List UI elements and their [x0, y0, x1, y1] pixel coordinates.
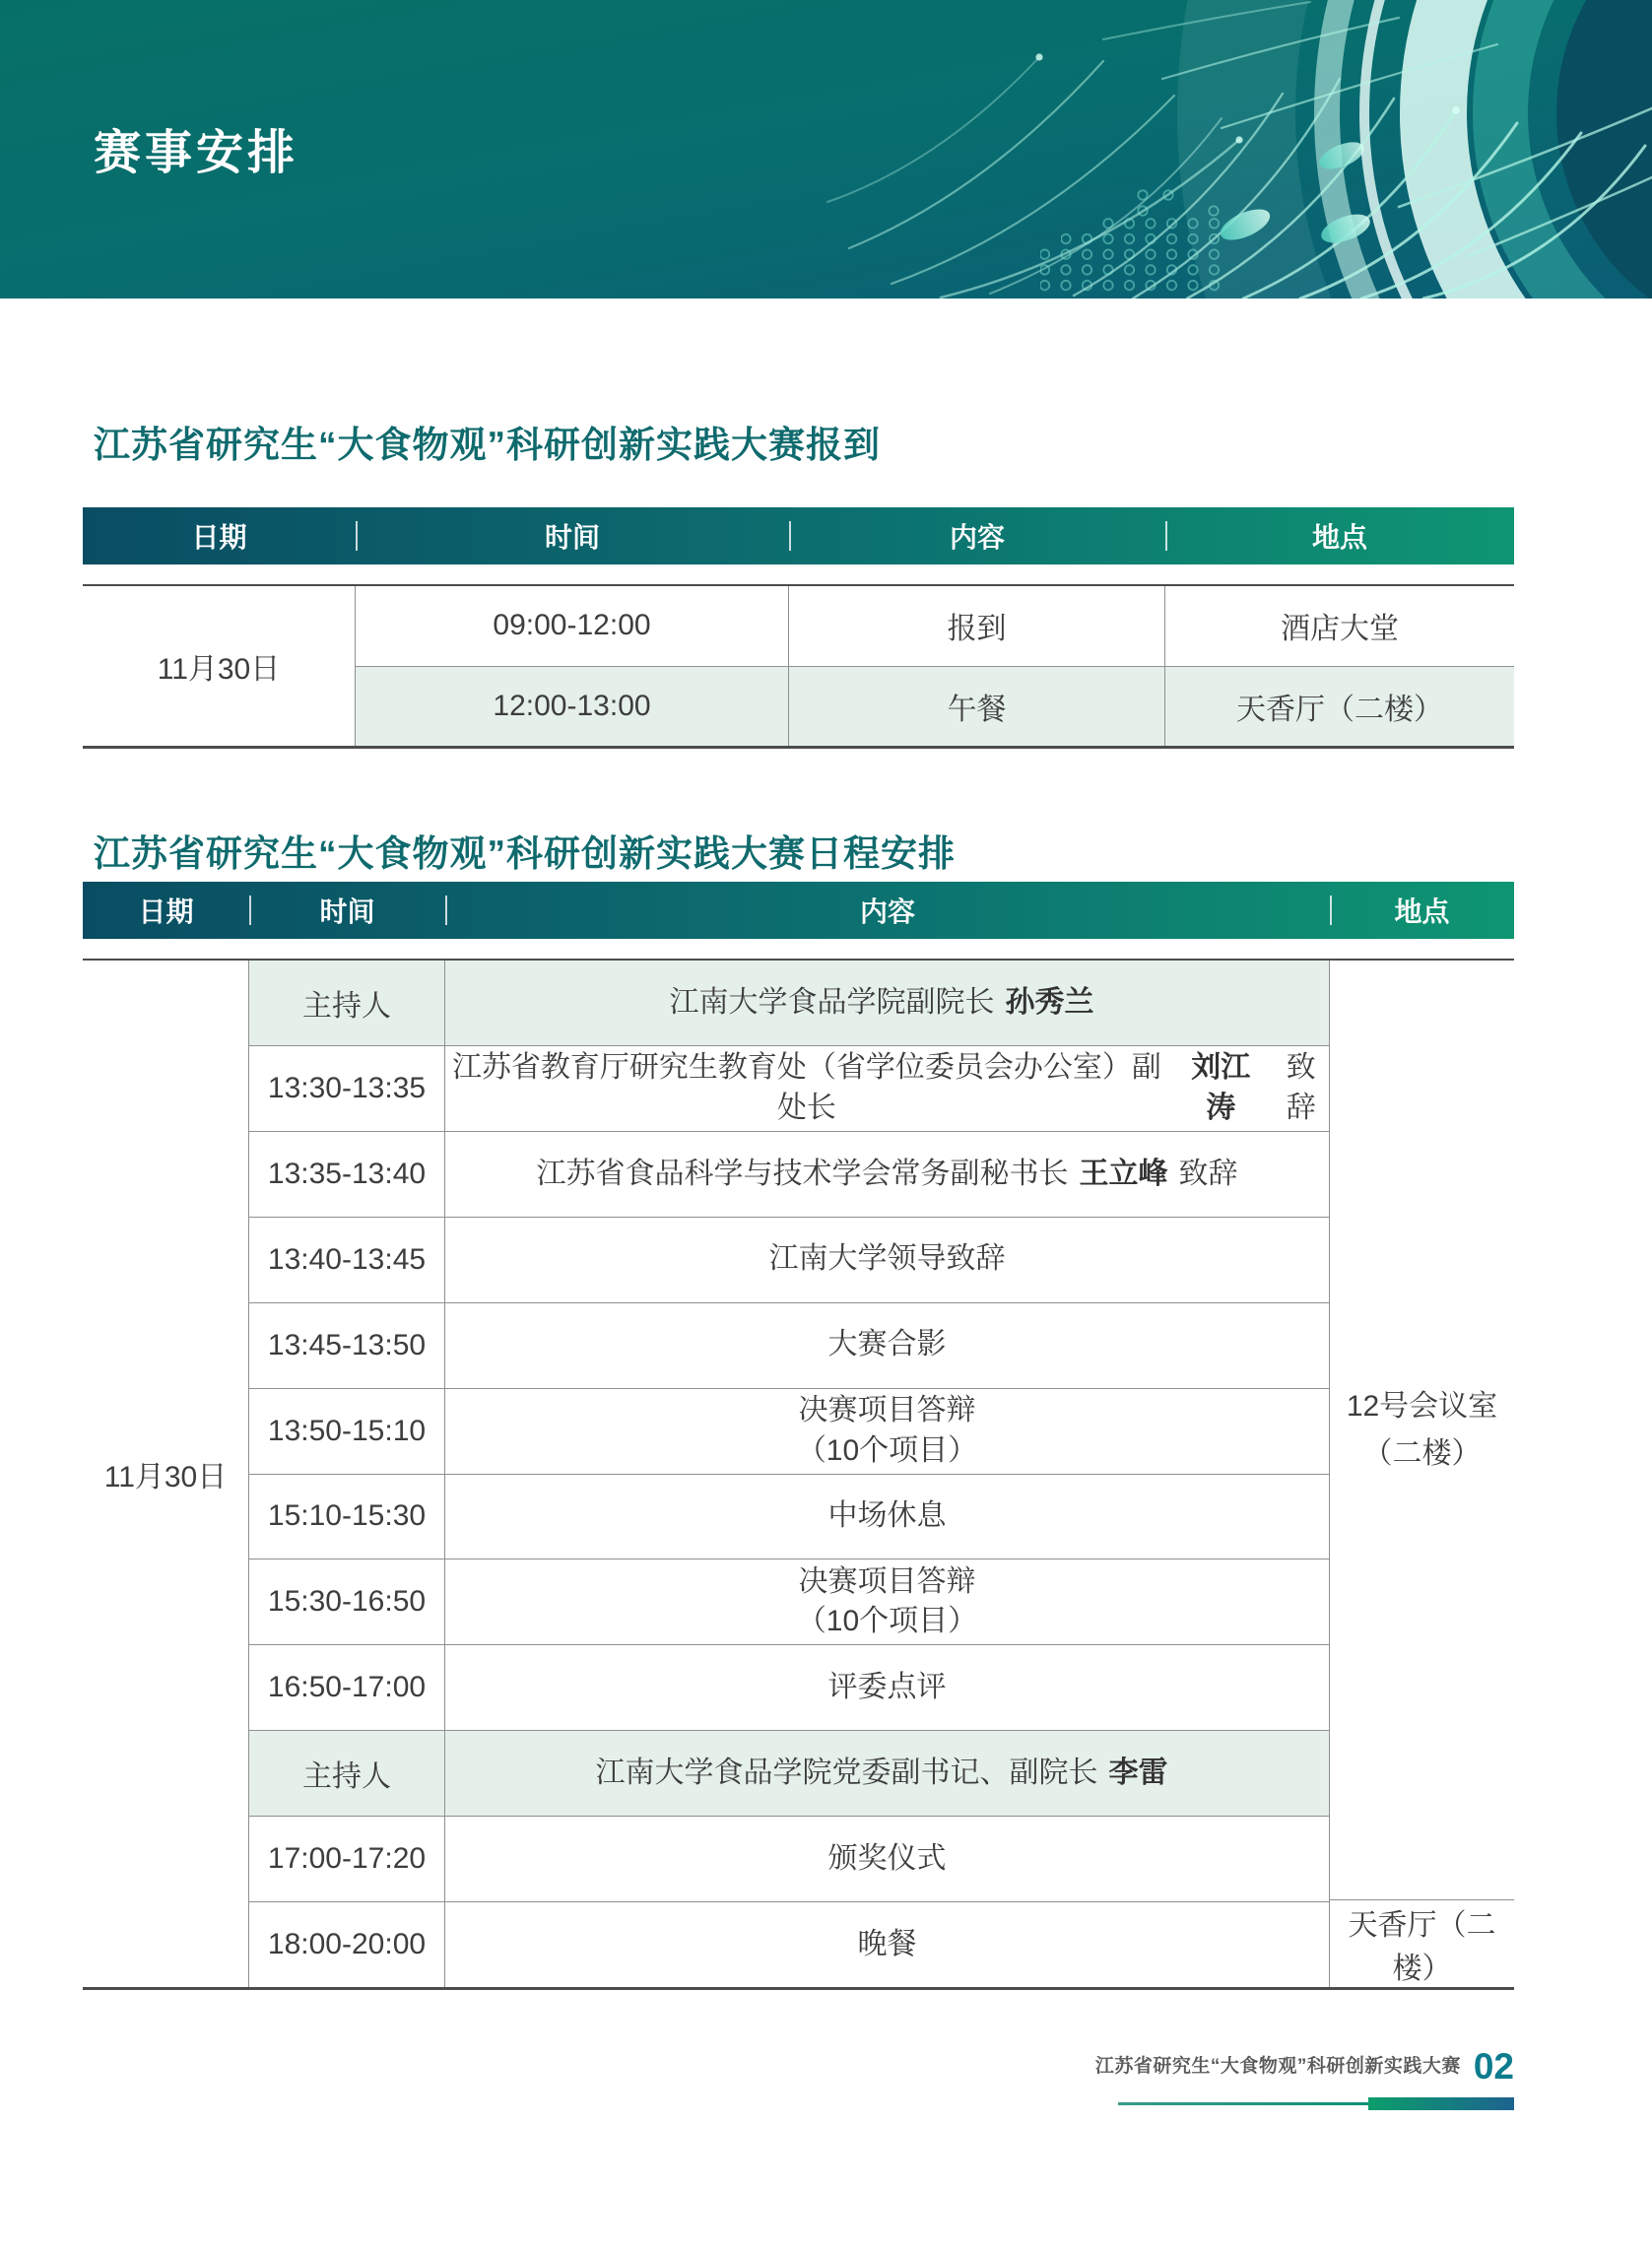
location-last-cell: 天香厅（二楼） [1330, 1899, 1514, 1987]
section1-title: 江苏省研究生“大食物观”科研创新实践大赛报到 [94, 425, 881, 465]
content-cell: 大赛合影 [445, 1303, 1330, 1388]
table-row [249, 1302, 1330, 1388]
table1-header-content: 内容 [949, 522, 1005, 553]
person-name: 刘江涛 [1191, 1051, 1251, 1124]
table2-location-column [1330, 961, 1514, 1987]
content-text: 江南大学食品学院副院长 [669, 985, 995, 1019]
content-cell [445, 1559, 1330, 1644]
person-name: 孙秀兰 [1005, 985, 1094, 1019]
table1-header [83, 507, 1514, 564]
header-divider [445, 895, 447, 925]
location-line2: （二楼） [1362, 1436, 1482, 1470]
table-row [249, 1474, 1330, 1559]
table1-header-location: 地点 [1311, 522, 1367, 553]
time-cell: 18:00-20:00 [249, 1902, 445, 1987]
header-divider [249, 895, 251, 925]
location-cell: 天香厅（二楼） [1165, 667, 1514, 747]
table2-header-location: 地点 [1394, 896, 1450, 927]
time-cell: 13:40-13:45 [249, 1218, 445, 1302]
page-title: 赛事安排 [94, 127, 299, 179]
page-number: 02 [1473, 2046, 1514, 2087]
person-name: 李雷 [1108, 1757, 1168, 1789]
location-line1: 12号会议室 [1346, 1389, 1498, 1423]
content-text: 致辞 [1286, 1051, 1316, 1124]
time-cell: 13:35-13:40 [249, 1132, 445, 1217]
content-cell [445, 961, 1330, 1045]
table2-header [83, 882, 1514, 939]
table-row [249, 1559, 1330, 1644]
footer-rule-thin [1118, 2102, 1370, 2105]
person-name: 王立峰 [1079, 1157, 1168, 1190]
table1-date-cell: 11月30日 [83, 586, 356, 746]
header-divider [356, 521, 358, 551]
content-cell: 午餐 [789, 667, 1165, 747]
time-cell: 15:10-15:30 [249, 1475, 445, 1559]
time-cell: 15:30-16:50 [249, 1559, 445, 1644]
section2-title: 江苏省研究生“大食物观”科研创新实践大赛日程安排 [94, 833, 956, 874]
content-cell [445, 1731, 1330, 1816]
table2-date-cell: 11月30日 [83, 961, 249, 1987]
table-row [356, 586, 1514, 666]
content-line1: 决赛项目答辩 [798, 1564, 976, 1598]
content-cell: 中场休息 [445, 1475, 1330, 1559]
content-text: 致辞 [1178, 1157, 1238, 1190]
header-divider [1165, 521, 1167, 551]
time-cell: 主持人 [249, 961, 445, 1045]
time-cell: 12:00-13:00 [356, 667, 789, 747]
table-row [356, 666, 1514, 747]
page-banner [0, 0, 1652, 298]
content-line2: （10个项目） [796, 1433, 978, 1467]
table-row [249, 1901, 1330, 1987]
footer [1094, 2046, 1514, 2087]
content-cell: 颁奖仪式 [445, 1817, 1330, 1901]
content-cell: 评委点评 [445, 1645, 1330, 1730]
content-cell [445, 1132, 1330, 1217]
time-cell: 16:50-17:00 [249, 1645, 445, 1730]
time-cell: 主持人 [249, 1731, 445, 1816]
footer-rule-thick [1368, 2097, 1514, 2110]
table-row [249, 1217, 1330, 1302]
time-cell: 09:00-12:00 [356, 586, 789, 666]
content-cell: 报到 [789, 586, 1165, 666]
content-cell: 江南大学领导致辞 [445, 1218, 1330, 1302]
location-merged-cell [1330, 961, 1514, 1899]
table2-rows [249, 961, 1330, 1987]
content-cell [445, 1046, 1330, 1131]
table-row-host [249, 1730, 1330, 1816]
footer-brand-text: 江苏省研究生“大食物观”科研创新实践大赛 [1094, 2056, 1461, 2078]
content-text: 江南大学食品学院党委副书记、副院长 [595, 1757, 1098, 1789]
table2-header-date: 日期 [138, 896, 194, 927]
table-row [249, 1131, 1330, 1217]
table1-header-time: 时间 [544, 522, 600, 553]
content-cell: 晚餐 [445, 1902, 1330, 1987]
content-line2: （10个项目） [796, 1605, 978, 1638]
table2-header-content: 内容 [859, 896, 915, 927]
table-row [249, 1045, 1330, 1131]
time-cell: 13:30-13:35 [249, 1046, 445, 1131]
header-divider [1330, 895, 1332, 925]
header-divider [789, 521, 791, 551]
content-cell [445, 1389, 1330, 1474]
table-row-host [249, 961, 1330, 1045]
time-cell: 17:00-17:20 [249, 1817, 445, 1901]
table1-body [83, 584, 1514, 749]
table2-body [83, 959, 1514, 1990]
table-row [249, 1644, 1330, 1730]
content-text: 江苏省食品科学与技术学会常务副秘书长 [536, 1157, 1069, 1190]
table-row [249, 1388, 1330, 1474]
location-cell: 酒店大堂 [1281, 613, 1399, 646]
table-row [249, 1816, 1330, 1901]
table1-header-date: 日期 [191, 522, 247, 553]
content-text: 江苏省教育厅研究生教育处（省学位委员会办公室）副处长 [451, 1051, 1161, 1124]
table2-header-time: 时间 [319, 896, 375, 927]
time-cell: 13:45-13:50 [249, 1303, 445, 1388]
time-cell: 13:50-15:10 [249, 1389, 445, 1474]
content-line1: 决赛项目答辩 [798, 1394, 976, 1427]
table1-rows [356, 586, 1514, 746]
